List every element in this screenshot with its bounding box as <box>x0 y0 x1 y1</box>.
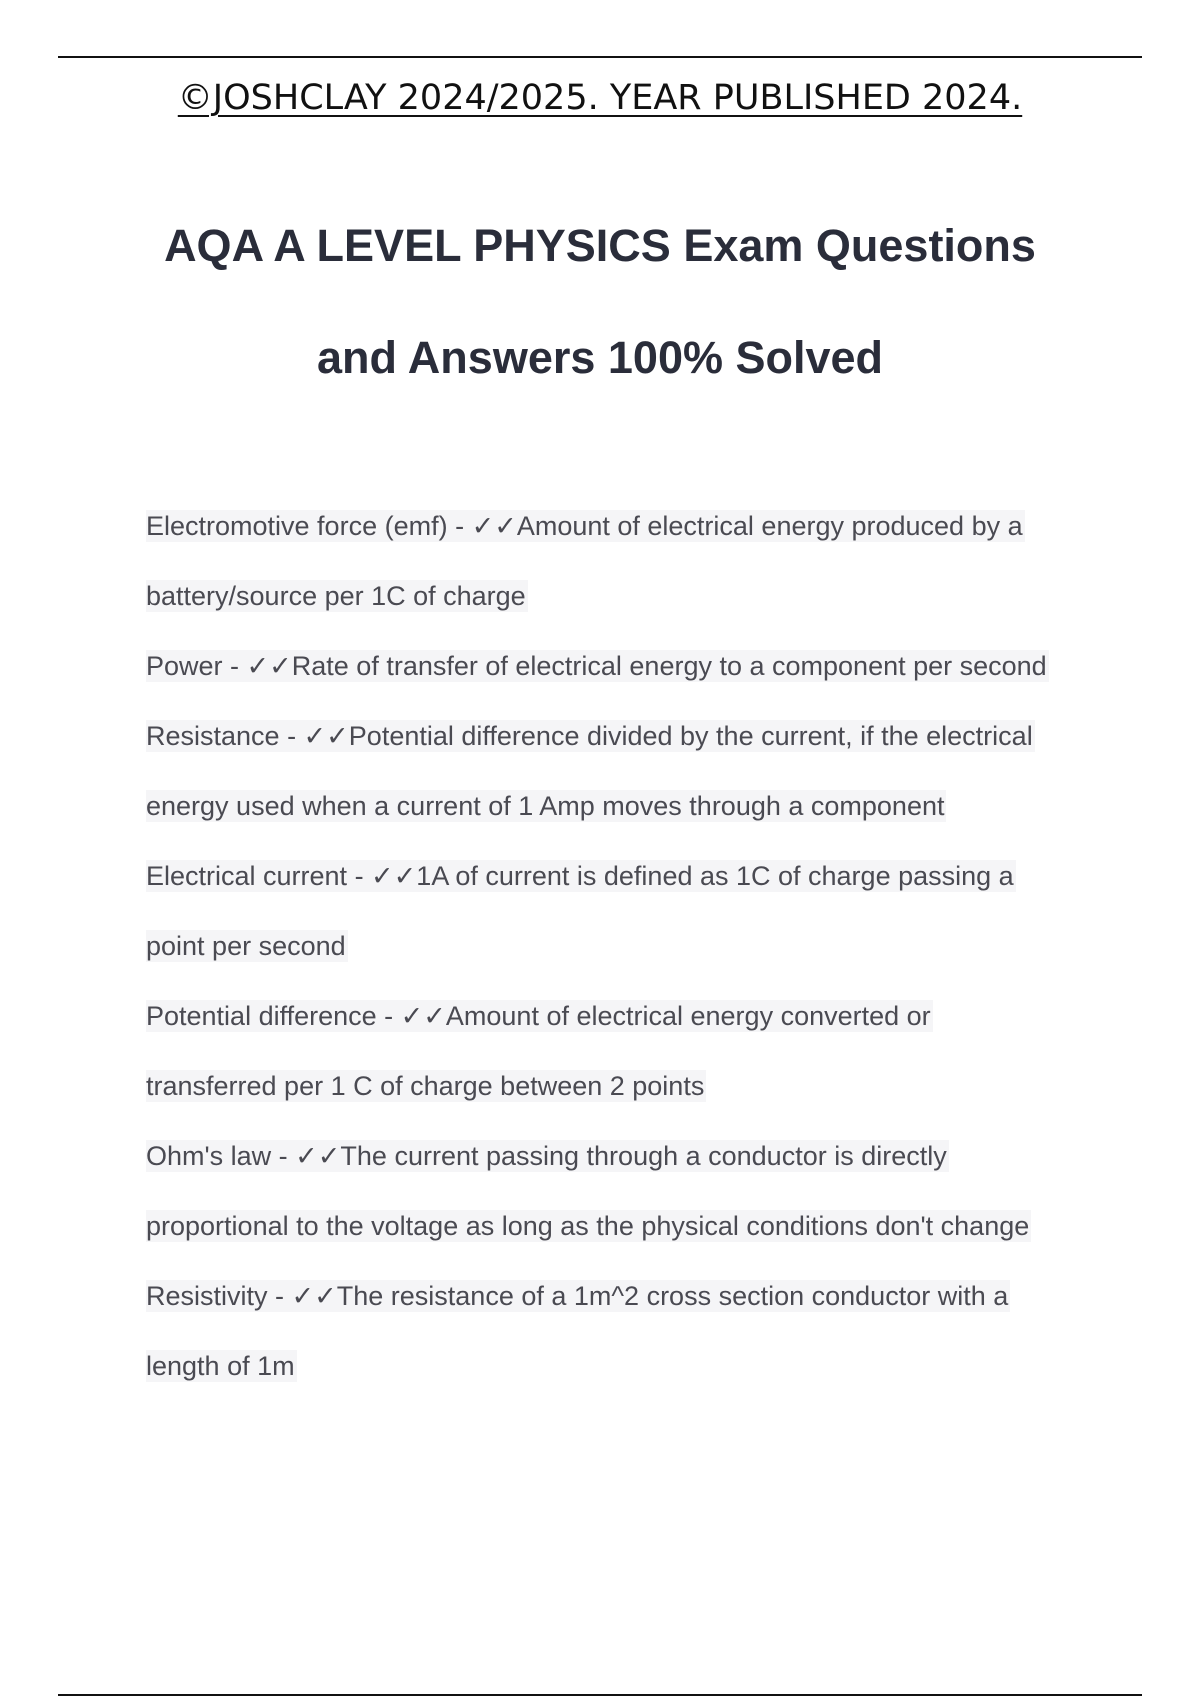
definition-ohms-law <box>146 1136 1096 1276</box>
definition-line: Electromotive force (emf) - ✓✓Amount of electrical energy produced by a <box>146 511 1023 541</box>
definition-line: battery/source per 1C of charge <box>146 581 526 611</box>
definition-line: Resistivity - ✓✓The resistance of a 1m^2 cross section conductor with a <box>146 1281 1009 1311</box>
definition-emf <box>146 506 1096 646</box>
definition-potential-difference <box>146 996 1096 1136</box>
definition-line: Resistance - ✓✓Potential difference divided by the current, if the electrical <box>146 721 1033 751</box>
top-rule <box>58 56 1142 58</box>
definitions-list <box>146 506 1096 1416</box>
definition-electrical-current <box>146 856 1096 996</box>
definition-resistance <box>146 716 1096 856</box>
document-title-line-2: and Answers 100% Solved <box>316 332 884 383</box>
copyright-header <box>0 78 1200 118</box>
definition-line: Power - ✓✓Rate of transfer of electrical energy to a component per second <box>146 651 1047 681</box>
definition-line: length of 1m <box>146 1351 295 1381</box>
definition-line: Ohm's law - ✓✓The current passing through a conductor is directly <box>146 1141 947 1171</box>
definition-line: Electrical current - ✓✓1A of current is defined as 1C of charge passing a <box>146 861 1014 891</box>
definition-line: point per second <box>146 931 346 961</box>
document-title-line-1: AQA A LEVEL PHYSICS Exam Questions <box>164 220 1036 271</box>
definition-power <box>146 646 1096 716</box>
definition-line: Potential difference - ✓✓Amount of electrical energy converted or <box>146 1001 931 1031</box>
definition-resistivity <box>146 1276 1096 1416</box>
copyright-text: ©JOSHCLAY 2024/2025. YEAR PUBLISHED 2024. <box>177 78 1023 118</box>
definition-line: transferred per 1 C of charge between 2 points <box>146 1071 705 1101</box>
bottom-rule <box>58 1694 1142 1696</box>
definition-line: energy used when a current of 1 Amp moves through a component <box>146 791 945 821</box>
definition-line: proportional to the voltage as long as the physical conditions don't change <box>146 1211 1030 1241</box>
